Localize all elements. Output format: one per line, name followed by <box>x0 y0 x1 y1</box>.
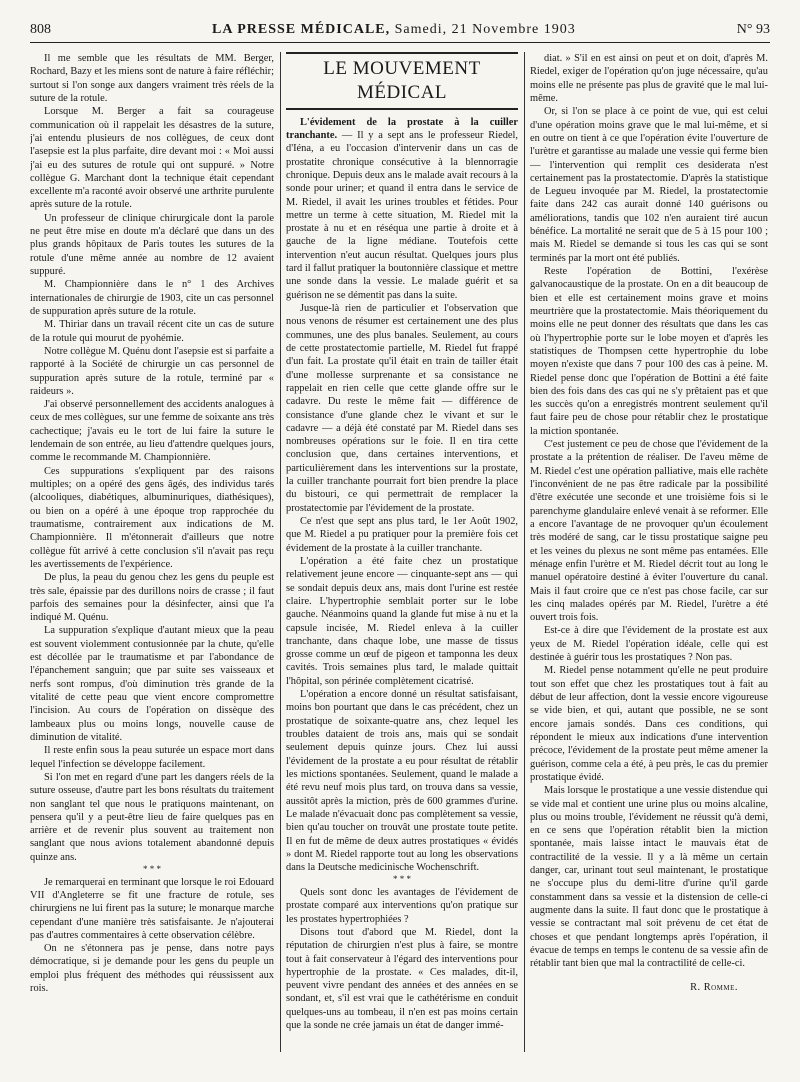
column-3 <box>530 52 768 1052</box>
paragraph: Est-ce à dire que l'évidement de la prostate est aux yeux de M. Riedel l'opération idéale, celle qui est destinée à guérir tous les prostatiques ? Non pas. <box>530 625 768 664</box>
article-title: L'évidement de la prostate à la cuiller tranchante. <box>286 116 518 141</box>
section-title: LE MOUVEMENT MÉDICAL <box>286 52 518 110</box>
paragraph: Il me semble que les résultats de MM. Berger, Rochard, Bazy et les miens sont de nature à faire réfléchir; surtout si l'on songe aux dangers vraiment très réels de la suture de la rotule. <box>30 53 274 104</box>
paragraph: Reste l'opération de Bottini, l'exérèse galvanocaustique de la prostate. On en a dit beaucoup de bien et elle est certainement moins grave et moins meurtrière que la prostatectomie. Mais théoriquement du moins elle ne peut donner des résultats que dans les cas où l'hypertrophie porte sur le lobe moyen et d'après les statistiques de Thompsen cette hypertrophie du lobe moyen n'existe que dans 7 pour 100 des cas à peine. M. Riedel pense donc que l'opération de Bottini a été faite bien des fois dans des cas qui ne s'y prêtaient pas et que les succès qu'on a enregistrés montrent seulement qu'il faut faire peu de chose pour rétablir chez le prostatique la miction spontanée. <box>530 266 768 437</box>
column-1 <box>30 52 274 1052</box>
journal-title <box>212 22 576 38</box>
paragraph: Notre collègue M. Quénu dont l'asepsie est si parfaite a rapporté à la Société de chirurgie un cas personnel de suppuration après suture de la rotule, terminé par « raideurs ». <box>30 345 274 397</box>
paragraph: M. Championnière dans le n° 1 des Archives internationales de chirurgie de 1903, cite un cas personnel de suppuration après suture de la rotule. <box>30 279 274 317</box>
paragraph: Mais lorsque le prostatique a une vessie distendue qui se vide mal et contient une urine plus ou moins alcaline, plus ou moins trouble, l'évidement ne réussit qu'à demi, en ce sens que l'opération rétablit bien la miction spontanée, mais laisse intact le mauvais état de contractilité de la vessie. Il y a là même un certain danger, car, urinant tout seul maintenant, le prostatique ne s'occupe plus du demi-litre d'urine qu'il garde constamment dans sa vessie et la distension de celle-ci augmente dans la suite. Il faut donc que le prostatique à vessie se contractant mal soit prévenu de cet état de choses et que pendant longtemps après l'opération, il évacue de temps en temps le contenu de sa vessie afin de rétablir tant bien que mal la contractilité de celle-ci. <box>530 785 768 970</box>
paragraph: L'opération a été faite chez un prostatique relativement jeune encore — cinquante-sept ans — qui se sondait depuis deux ans, mais dont l'urine est restée claire. L'hypertrophie semblait porter sur le lobe gauche. Néanmoins quand la glande fut mise à nu et la capsule incisée, M. Riedel enleva à la cuiller tranchante, dans chaque lobe, une masse de tissus grosse comme un œuf de pigeon et tamponna les deux cavités. Trois semaines plus tard, le malade quittait l'hôpital, son périnée complètement cicatrisé. <box>286 555 518 687</box>
paragraph: Or, si l'on se place à ce point de vue, qui est celui d'une opération moins grave que le mal lui-même, et si en outre on tient à ce que l'opération évite l'ouverture de l'urètre et garantisse au malade une vessie qui ferme bien — l'intervention qui remplit ces desiderata n'est certainement pas la prostatectomie. D'après la statistique de Legueu invoquée par M. Riedel, la prostatectomie faite dans 242 cas aurait donné 140 guérisons ou améliorations, tandis que 102 n'en auraient tiré aucun bénéfice. La mortalité ne serait que de 5 à 15 pour 100 ; mais M. Riedel se demande si tous les cas qui se sont terminés par la mort ont été publiés. <box>530 106 768 264</box>
page-header <box>30 22 770 43</box>
paragraph: Je remarquerai en terminant que lorsque le roi Edouard VII d'Angleterre se fit une fracture de rotule, ses chirurgiens ne lui firent pas la suture; le monarque marche cependant d'une manière très satisfaisante. Je n'ajouterai pas d'autres commentaires à cette observation célèbre. <box>30 876 274 941</box>
paragraph: Ces suppurations s'expliquent par des raisons multiples; on a opéré des gens âgés, des individus tarés (alcooliques, diabétiques, albuminuriques, diathésiques), ou bien on a opéré à une époque trop rapprochée du traumatisme, contrairement aux indications de M. Championnière. Il m'étonnerait d'ailleurs que notre collègue fût arrivé à cette conclusion s'il n'avait pas reçu les avertissements de l'expérience. <box>30 465 274 570</box>
article-lead <box>286 116 518 302</box>
paragraph: Il reste enfin sous la peau suturée un espace mort dans lequel l'infection se développe facilement. <box>30 745 274 770</box>
paragraph: diat. » S'il en est ainsi on peut et on doit, d'après M. Riedel, exiger de l'opération qu'on juge nécessaire, qu'au moins elle ne présente pas plus de gravité que le mal lui-même. <box>530 53 768 104</box>
column-2 <box>286 52 518 1052</box>
paragraph: On ne s'étonnera pas je pense, dans notre pays démocratique, si je demande pour les gens du peuple un emploi plus fréquent des méthodes qui réussissent aux rois. <box>30 943 274 995</box>
paragraph: Quels sont donc les avantages de l'évidement de prostate comparé aux interventions qu'on pratique sur les prostates hypertrophiées ? <box>286 886 518 925</box>
paragraph: La suppuration s'explique d'autant mieux que la peau est souvent violemment contusionnée par la chute, qu'elle est décollée par le traumatisme et par l'abondance de l'épanchement sanguin; que par suite ses vaisseaux et nerfs sont rompus, d'où diminution très grande de la vitalité de cette peau que vient encore compromettre l'incision. Au cours de l'opération on dissèque des lambeaux plus ou moins longs, nouvelle cause de diminution de vitalité. <box>30 625 274 743</box>
paragraph: Disons tout d'abord que M. Riedel, dont la réputation de chirurgien n'est plus à faire, se montre tout à fait conservateur à l'égard des interventions pour hypertrophie de la prostate. « Ces malades, dit-il, peuvent vivre pendant des années et des années en se sondant, et, s'il est vrai que le cathétérisme en conduit quelques-uns au tombeau, il n'en est pas moins certain que la sonde ne crée jamais un état de danger immé- <box>286 926 518 1032</box>
issue-date: Samedi, 21 Novembre 1903 <box>394 22 576 37</box>
paragraph: Un professeur de clinique chirurgicale dont la parole ne peut être mise en doute m'a déclaré que dans un des plus grands hôpitaux de Paris toutes les sutures de la rotule d'une même année au nombre de 12 avaient suppuré. <box>30 212 274 277</box>
paragraph: Si l'on met en regard d'une part les dangers réels de la suture osseuse, d'autre part les bons résultats du traitement non sanglant tel que nous le pratiquons maintenant, on pensera qu'il y a peut-être lieu de faire quelques pas en arrière et de revenir plus souvent au traitement non sanglant que nous avions totalement abandonné depuis quinze ans. <box>30 771 274 863</box>
column-divider-1 <box>280 52 281 1052</box>
paragraph: Jusque-là rien de particulier et l'observation que nous venons de résumer est certainement une des plus communes, une des plus banales. Seulement, au cours de cette prostatectomie partielle, M. Riedel fut frappé d'un fait. La prostate qu'il était en train de tailler était d'une mollesse surprenante et sa consistance ne rappelait en rien celle que cette glande offre sur le cadavre. Du reste le même fait — différence de consistance d'une glande chez le vivant et sur le cadavre — a déjà été constaté par M. Riedel dans ses nombreuses opérations sur le foie. Il en tira cette conclusion que, dans certaines interventions, et particulièrement dans les interventions sur la prostate, la cuiller tranchante pourrait fort bien prendre la place du bistouri, ce qui permettrait de remplacer la prostatectomie par l'évidement de la prostate. <box>286 303 518 514</box>
section-separator: * * * <box>143 864 161 875</box>
paragraph: Lorsque M. Berger a fait sa courageuse communication où il rappelait les désastres de la suture, j'ai entendu plusieurs de nos collègues, de ceux dont l'asepsie est la plus parfaite, dire devant moi : « Moi aussi j'ai eu des sutures de rotule qui ont suppuré. » Notre collègue G. Marchant dont la technique était cependant excellente m'a raconté avoir observé une arthrite purulente après suture de la rotule. <box>30 106 274 211</box>
paragraph: M. Riedel pense notamment qu'elle ne peut produire tout son effet que chez les prostatiques tout à fait au début de leur affection, dont la vessie encore vigoureuse se vide bien, et qui, autant que possible, ne se sont encore jamais sondés. Dans ces conditions, qui répondent le mieux aux indications d'une intervention précoce, l'évidement de la prostate peut même amener la guérison, comme cela a été, à peu près, le cas du premier prostatique évidé. <box>530 665 768 783</box>
article-lead-text: — Il y a sept ans le professeur Riedel, d'Iéna, a eu l'occasion d'intervenir dans un cas de prostatite chronique consécutive à la blennorragie chronique. Depuis deux ans le malade avait recours à la sonde pour uriner; et quand il entra dans le service de M. Riedel, il avait les urines troubles et fétides. Pour mettre un terme à cette situation, M. Riedel mit la prostate à nu et en réséqua une partie à droite et à gauche de la ligne médiane. Toutefois cette intervention n'eut aucun résultat. Quelques jours plus tard il fallut pratiquer la boutonnière classique et mettre une sonde dans la vessie. Le malade guérit et sa guérison ne se démentit pas dans la suite. <box>286 129 518 301</box>
author-signature: R. Romme. <box>690 981 738 993</box>
paragraph: C'est justement ce peu de chose que l'évidement de la prostate a la prétention de réaliser. De l'aveu même de M. Riedel c'est une opération palliative, mais elle rachète l'inconvénient de ne pas être radicale par la possibilité d'être exécutée une seconde et une troisième fois si le parenchyme glandulaire enlevé venait à se reformer. Elle a encore l'avantage de ne provoquer qu'un écoulement très modéré de sang, car le tissu prostatique saigne peu et les veines du plexus ne sont même pas entamées. Elle ménage enfin l'urètre et M. Riedel décrit tout au long le manuel opératoire destiné à éviter l'ouverture du canal. Mais il faut croire que ce n'est pas chose facile, car sur les cinq malades opérés par M. Riedel, l'urètre a été ouvert trois fois. <box>530 439 768 624</box>
journal-name: LA PRESSE MÉDICALE, <box>212 22 391 37</box>
column-divider-2 <box>524 52 525 1052</box>
paragraph: J'ai observé personnellement des accidents analogues à ceux de mes collègues, sur une femme de soixante ans très cachectique; j'avais eu le tort de lui faire la suture le lendemain de son entrée, au lieu d'attendre quelques jours, comme le recommande M. Championnière. <box>30 399 274 464</box>
paragraph: Ce n'est que sept ans plus tard, le 1er Août 1902, que M. Riedel a pu pratiquer pour la première fois cet évidement de la prostate à la cuiller tranchante. <box>286 516 518 554</box>
paragraph: L'opération a encore donné un résultat satisfaisant, moins bon pourtant que dans le cas précédent, chez un prostatique de soixante-quatre ans, chez lequel les troubles dataient de trois ans, mais qui se sondait seulement depuis quinze jours. Chez lui aussi l'évidement de la prostate a eu pour résultat de rétablir les mictions spontanées. Seulement, quand le malade a été revu neuf mois plus tard, on trouva dans sa vessie, aussitôt après la miction, près de 600 grammes d'urine. Le malade n'évacuait donc pas complètement sa vessie, bien qu'au toucher on trouvât une prostate toute petite. Il en fut de même de deux autres prostatiques « évidés » dont M. Riedel rapporte tout au long les observations dans la Deutsche medicinische Wochenschrift. <box>286 689 518 874</box>
issue-number: N° 93 <box>736 22 770 37</box>
paragraph: M. Thiriar dans un travail récent cite un cas de suture de la rotule qui mourut de pyohémie. <box>30 319 274 344</box>
section-separator: * * * <box>393 874 411 885</box>
page-number: 808 <box>30 22 51 37</box>
paragraph: De plus, la peau du genou chez les gens du peuple est très sale, épaissie par des durillons noirs de crasse ; il faut parfois des semaines pour la désinfecter, ainsi que l'a indiqué M. Quénu. <box>30 572 274 624</box>
